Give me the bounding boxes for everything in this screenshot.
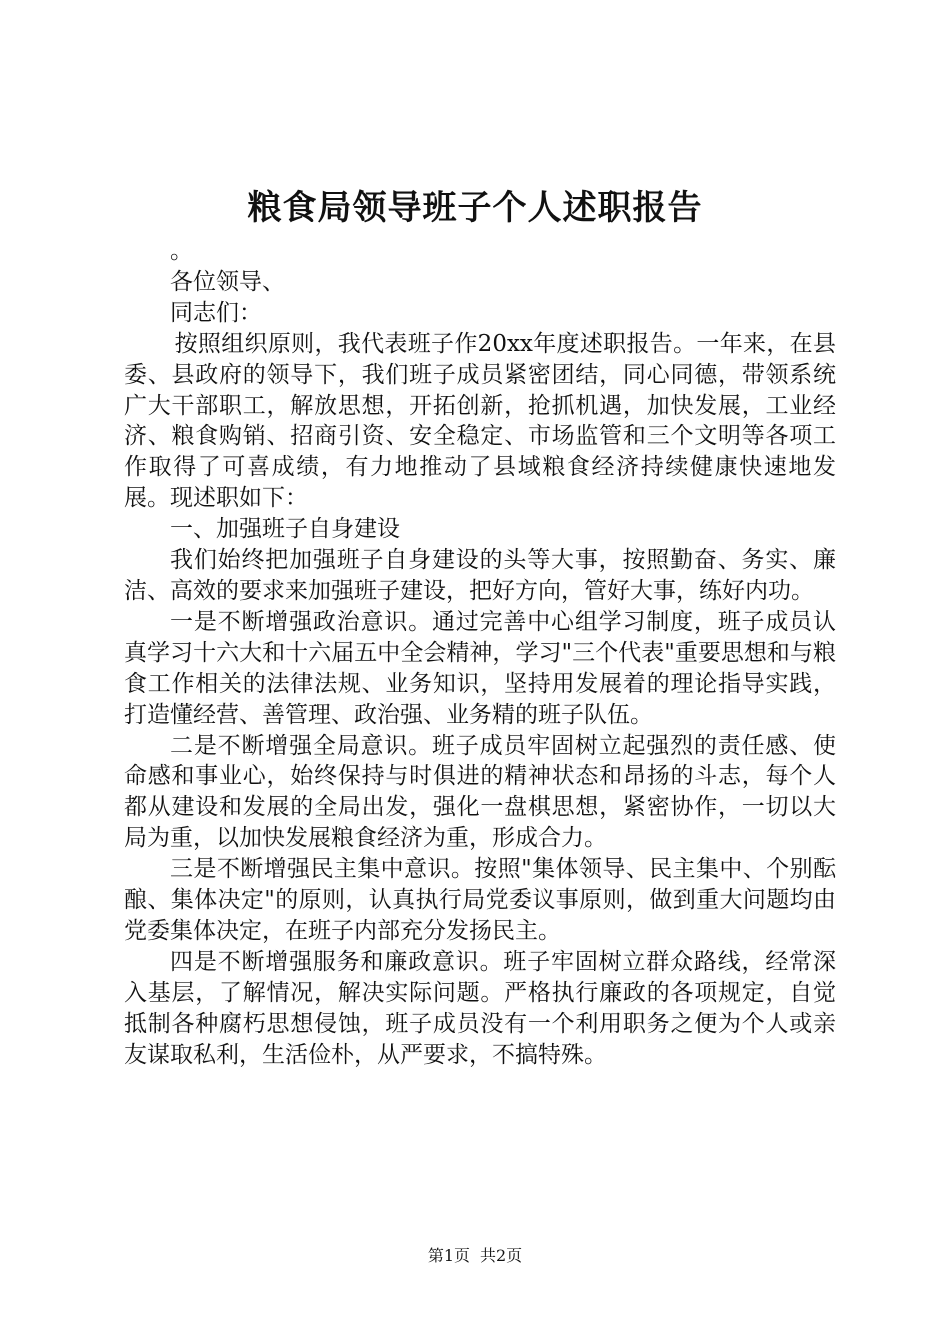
paragraph-section-1-summary: 我们始终把加强班子自身建设的头等大事，按照勤奋、务实、廉洁、高效的要求来加强班子建设，把好方向，管好大事，练好内功。: [124, 547, 836, 604]
paragraph-political-awareness: 一是不断增强政治意识。通过完善中心组学习制度，班子成员认真学习十六大和十六届五中全会精神，学习"三个代表"重要思想和与粮食工作相关的法律法规、业务知识，坚持用发展着的理论指导实践，打造懂经营、善管理、政治强、业务精的班子队伍。: [124, 608, 836, 728]
paragraph-period: 。: [170, 238, 193, 264]
paragraph-salutation-leaders: 各位领导、: [170, 268, 285, 295]
section-heading-1: 一、加强班子自身建设: [170, 516, 400, 543]
page-footer: [0, 1244, 950, 1268]
paragraph-overall-awareness: 二是不断增强全局意识。班子成员牢固树立起强烈的责任感、使命感和事业心，始终保持与时俱进的精神状态和昂扬的斗志，每个人都从建设和发展的全局出发，强化一盘棋思想，紧密协作，一切以大局为重，以加快发展粮食经济为重，形成合力。: [124, 732, 836, 852]
document-body: [124, 236, 836, 1070]
paragraph-salutation-comrades: 同志们：: [170, 299, 262, 326]
page-number: 第1页: [427, 1246, 470, 1265]
page-total: 共2页: [480, 1246, 523, 1265]
paragraph-service-integrity: 四是不断增强服务和廉政意识。班子牢固树立群众路线，经常深入基层，了解情况，解决实际问题。严格执行廉政的各项规定，自觉抵制各种腐朽思想侵蚀，班子成员没有一个利用职务之便为个人或亲友谋取私利，生活俭朴，从严要求，不搞特殊。: [124, 948, 836, 1068]
paragraph-democratic-centralism: 三是不断增强民主集中意识。按照"集体领导、民主集中、个别酝酿、集体决定"的原则，认真执行局党委议事原则，做到重大问题均由党委集体决定，在班子内部充分发扬民主。: [124, 856, 836, 944]
paragraph-intro: 按照组织原则，我代表班子作20xx年度述职报告。一年来，在县委、县政府的领导下，我们班子成员紧密团结，同心同德，带领系统广大干部职工，解放思想，开拓创新，抢抓机遇，加快发展，工业经济、粮食购销、招商引资、安全稳定、市场监管和三个文明等各项工作取得了可喜成绩，有力地推动了县域粮食经济持续健康快速地发展。现述职如下：: [124, 330, 836, 512]
document-title: 粮食局领导班子个人述职报告: [247, 188, 703, 228]
